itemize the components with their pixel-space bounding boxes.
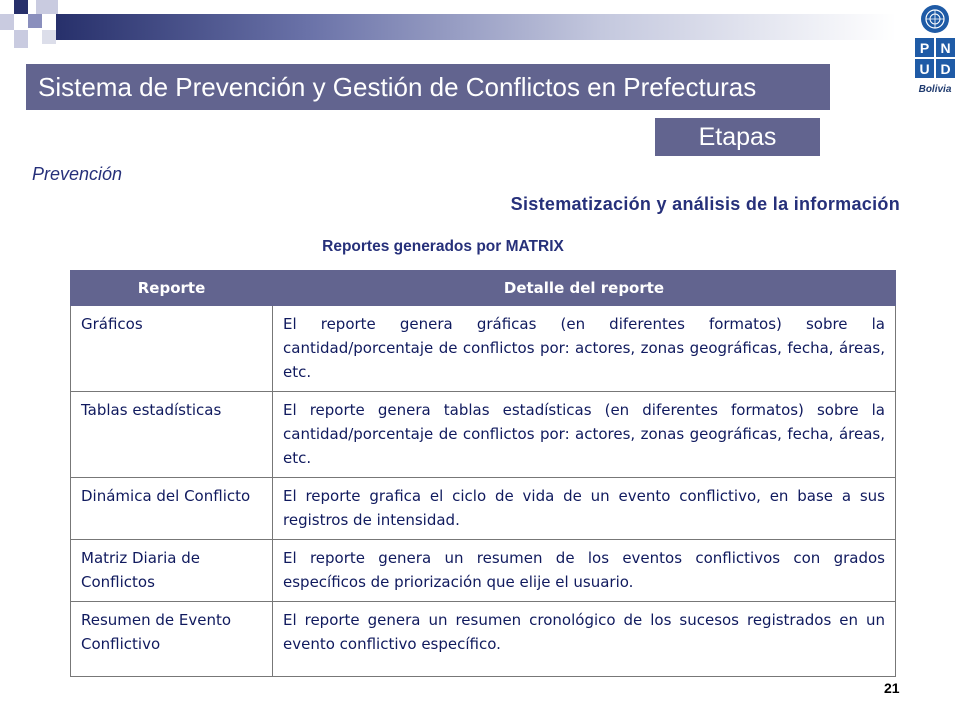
report-detail: El reporte genera un resumen cronológico de los sucesos registrados en un evento conflictivo específico. <box>273 602 896 677</box>
stage-label-box <box>655 118 820 156</box>
report-name: Matriz Diaria de Conflictos <box>71 540 273 602</box>
logo-country: Bolivia <box>918 84 952 95</box>
table-caption: Reportes generados por MATRIX <box>322 238 564 255</box>
report-name: Gráficos <box>71 306 273 392</box>
un-emblem-icon <box>921 5 949 33</box>
page-title-bar <box>26 64 830 110</box>
logo-letter-p: P <box>919 40 930 56</box>
stage-label: Etapas <box>698 122 777 151</box>
report-name: Dinámica del Conflicto <box>71 478 273 540</box>
page-title: Sistema de Prevención y Gestión de Conflictos en Prefecturas <box>38 71 757 102</box>
logo-letter-n: N <box>940 40 951 56</box>
header-gradient-bar <box>56 14 896 40</box>
section-label: Prevención <box>32 164 123 184</box>
table-row <box>71 392 896 478</box>
logo-letter-d: D <box>940 61 951 77</box>
report-detail: El reporte genera tablas estadísticas (en diferentes formatos) sobre la cantidad/porcentaje de conflictos por: actores, zonas geográficas, fecha, áreas, etc. <box>273 392 896 478</box>
table-row <box>71 478 896 540</box>
report-name: Resumen de Evento Conflictivo <box>71 602 273 677</box>
undp-logo <box>912 2 958 98</box>
table-row <box>71 540 896 602</box>
report-detail: El reporte grafica el ciclo de vida de un evento conflictivo, en base a sus registros de intensidad. <box>273 478 896 540</box>
report-name: Tablas estadísticas <box>71 392 273 478</box>
page-number: 21 <box>884 680 900 696</box>
report-detail: El reporte genera gráficas (en diferentes formatos) sobre la cantidad/porcentaje de conflictos por: actores, zonas geográficas, fecha, áreas, etc. <box>273 306 896 392</box>
report-detail: El reporte genera un resumen de los eventos conflictivos con grados específicos de priorización que elije el usuario. <box>273 540 896 602</box>
column-header-report: Reporte <box>71 271 273 306</box>
table-row <box>71 306 896 392</box>
logo-letter-u: U <box>919 61 930 77</box>
table-row <box>71 602 896 677</box>
section-subtitle: Sistematización y análisis de la información <box>510 194 900 214</box>
reports-table <box>70 270 896 677</box>
table-header-row <box>71 271 896 306</box>
column-header-detail: Detalle del reporte <box>273 271 896 306</box>
